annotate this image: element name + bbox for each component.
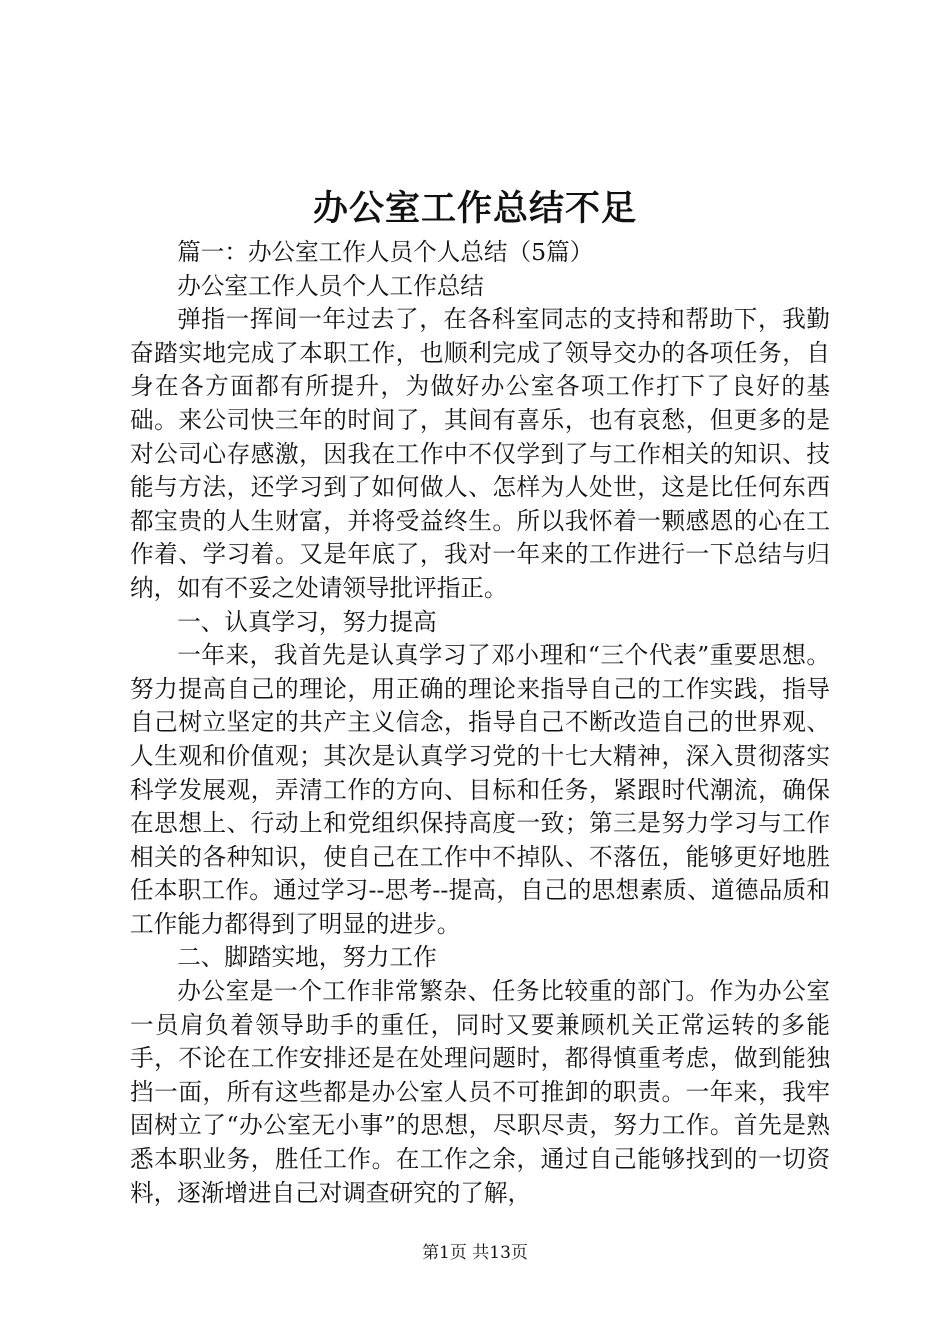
paragraph-article-heading: 篇一：办公室工作人员个人总结（5篇） <box>177 238 594 266</box>
paragraph-section-2-body: 办公室是一个工作非常繁杂、任务比较重的部门。作为办公室一员肩负着领导助手的重任，同时又要兼顾机关正常运转的多能手，不论在工作安排还是在处理问题时，都得慎重考虑，做到能独挡一面，所有这些都是办公室人员不可推卸的职责。一年来，我牢固树立了“办公室无小事”的思想，尽职尽责，努力工作。首先是熟悉本职业务，胜任工作。在工作之余，通过自己能够找到的一切资料，逐渐增进自己对调查研究的了解， <box>130 977 830 1207</box>
paragraph-subtitle: 办公室工作人员个人工作总结 <box>177 271 484 300</box>
document-body <box>130 236 830 1210</box>
paragraph-section-1-body: 一年来，我首先是认真学习了邓小理和“三个代表”重要思想。努力提高自己的理论，用正确的理论来指导自己的工作实践，指导自己树立坚定的共产主义信念，指导自己不断改造自己的世界观、人生观和价值观；其次是认真学习党的十七大精神，深入贯彻落实科学发展观，弄清工作的方向、目标和任务，紧跟时代潮流，确保在思想上、行动上和党组织保持高度一致；第三是努力学习与工作相关的各种知识，使自己在工作中不掉队、不落伍，能够更好地胜任本职工作。通过学习--思考--提高，自己的思想素质、道德品质和工作能力都得到了明显的进步。 <box>130 641 830 938</box>
page-footer: 第1页 共13页 <box>422 1243 528 1263</box>
paragraph-intro: 弹指一挥间一年过去了，在各科室同志的支持和帮助下，我勤奋踏实地完成了本职工作，也顺利完成了领导交办的各项任务，自身在各方面都有所提升，为做好办公室各项工作打下了良好的基础。来公司快三年的时间了，其间有喜乐，也有哀愁，但更多的是对公司心存感激，因我在工作中不仅学到了与工作相关的知识、技能与方法，还学习到了如何做人、怎样为人处世，这是比任何东西都宝贵的人生财富，并将受益终生。所以我怀着一颗感恩的心在工作着、学习着。又是年底了，我对一年来的工作进行一下总结与归纳，如有不妥之处请领导批评指正。 <box>130 305 830 602</box>
paragraph-section-2-heading: 二、脚踏实地，努力工作 <box>177 943 437 972</box>
document-title: 办公室工作总结不足 <box>312 188 637 229</box>
paragraph-section-1-heading: 一、认真学习，努力提高 <box>177 607 437 636</box>
